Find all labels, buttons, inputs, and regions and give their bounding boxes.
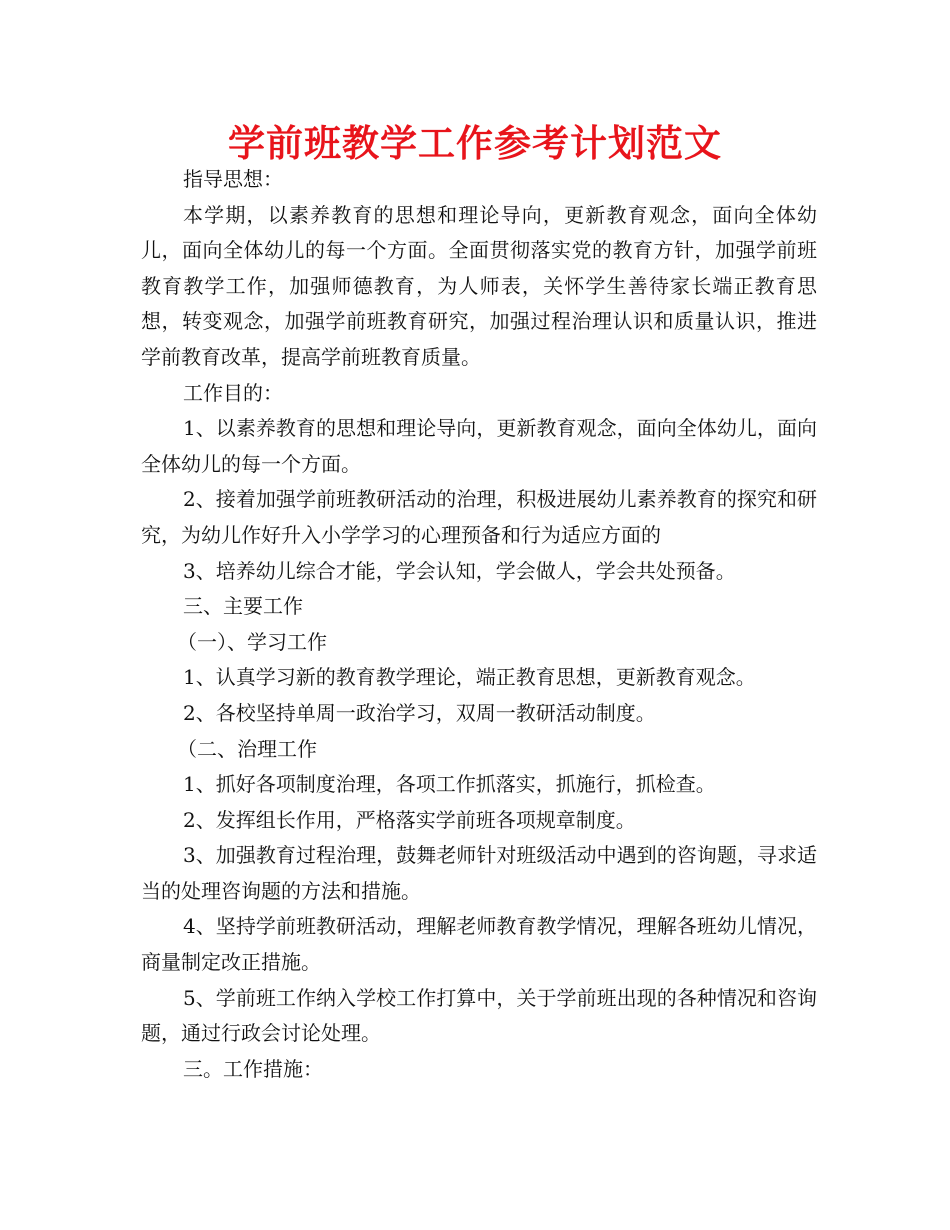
- paragraph-management-item-2: 2、发挥组长作用，严格落实学前班各项规章制度。: [183, 807, 636, 832]
- paragraph-goal-1: 1、以素养教育的思想和理论导向，更新教育观念，面向全体幼儿，面向全体幼儿的每一个方面。: [141, 416, 817, 476]
- paragraph-guiding-ideology-text: 本学期，以素养教育的思想和理论导向，更新教育观念，面向全体幼儿，面向全体幼儿的每一个方面。全面贯彻落实党的教育方针，加强学前班教育教学工作，加强师德教育，为人师表，关怀学生善待家长端正教育思想，转变观念，加强学前班教育研究，加强过程治理认识和质量认识，推进学前教育改革，提高学前班教育质量。: [141, 202, 817, 369]
- paragraph-work-goals-heading: 工作目的：: [183, 380, 283, 405]
- paragraph-study-item-1: 1、认真学习新的教育教学理论，端正教育思想，更新教育观念。: [183, 665, 756, 690]
- paragraph-management-item-3: 3、加强教育过程治理，鼓舞老师针对班级活动中遇到的咨询题，寻求适当的处理咨询题的方法和措施。: [141, 843, 817, 903]
- paragraph-study-item-2: 2、各校坚持单周一政治学习，双周一教研活动制度。: [183, 700, 656, 725]
- paragraph-management-item-4: 4、坚持学前班教研活动，理解老师教育教学情况，理解各班幼儿情况，商量制定改正措施。: [141, 914, 817, 975]
- paragraph-management-item-5: 5、学前班工作纳入学校工作打算中，关于学前班出现的各种情况和咨询题，通过行政会讨论处理。: [141, 985, 817, 1046]
- paragraph-guiding-ideology-heading: 指导思想：: [183, 167, 283, 191]
- paragraph-study-work-heading: （一）、学习工作: [177, 629, 327, 654]
- paragraph-management-work-heading: （二、治理工作: [177, 736, 317, 761]
- paragraph-goal-2: 2、接着加强学前班教研活动的治理，积极进展幼儿素养教育的探究和研究，为幼儿作好升入小学学习的心理预备和行为适应方面的: [141, 487, 817, 547]
- paragraph-goal-3: 3、培养幼儿综合才能，学会认知，学会做人，学会共处预备。: [183, 558, 736, 583]
- document-body: [141, 162, 817, 1087]
- paragraph-management-item-1: 1、抓好各项制度治理，各项工作抓落实，抓施行，抓检查。: [183, 772, 716, 797]
- paragraph-main-work-heading: 三、主要工作: [183, 594, 303, 619]
- document-title: 学前班教学工作参考计划范文: [228, 122, 722, 165]
- paragraph-work-measures-heading: 三。工作措施：: [183, 1056, 323, 1081]
